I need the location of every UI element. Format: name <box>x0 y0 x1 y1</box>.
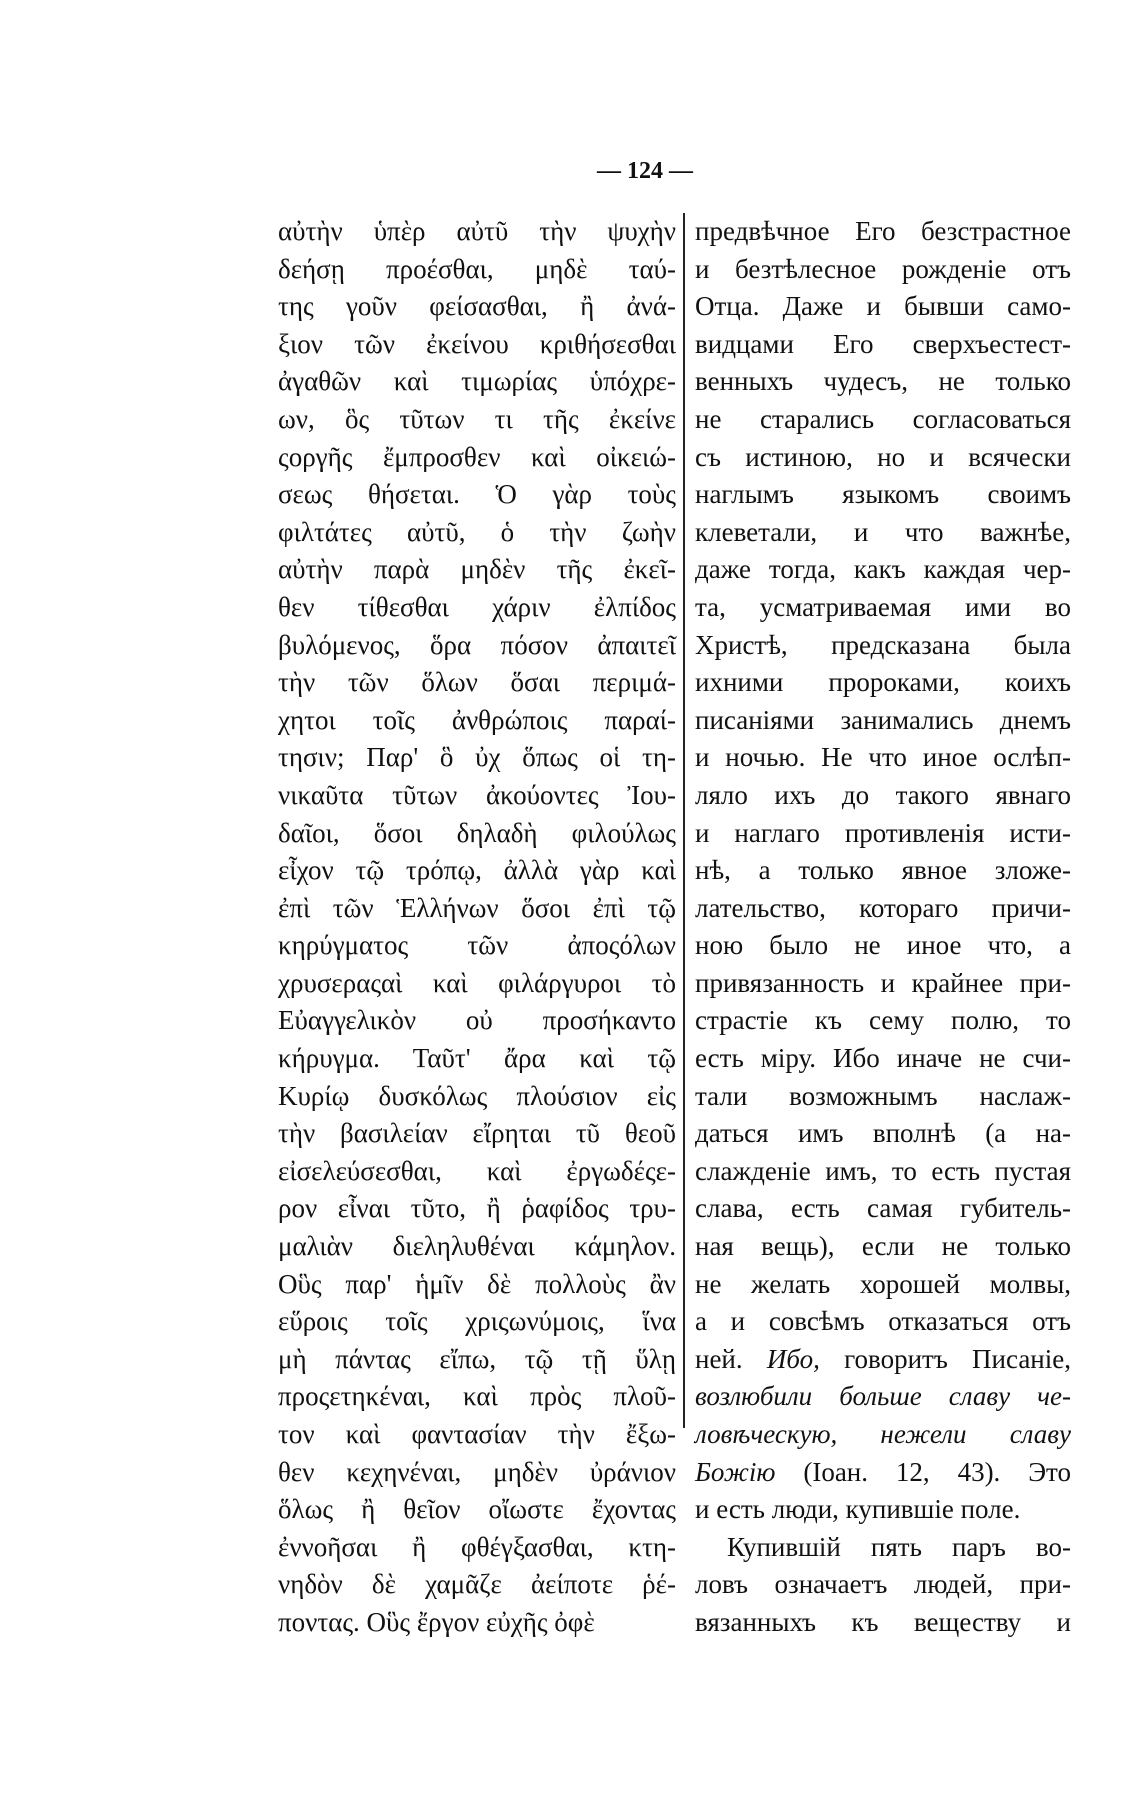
page-number: — 124 — <box>597 158 693 184</box>
text-line: привязанность и крайнее при- <box>695 967 1071 998</box>
text-line: μαλιὰν διεληλυθέναι κάμηλον. <box>278 1231 676 1262</box>
text-line: предвѣчное Его безстрастное <box>695 216 1071 246</box>
text-line: ная вещь), если не только <box>695 1231 1071 1262</box>
text-segment: говоритъ Писаніе, <box>819 1343 1071 1374</box>
text-line: ξιον τῶν ἐκείνου κριθήσεσθαι <box>278 328 676 359</box>
text-line: ἐπὶ τῶν Ἑλλήνων ὅσοι ἐπὶ τῷ <box>278 892 676 923</box>
text-line: θεν κεχηνέναι, μηδὲν ὐράνιον <box>278 1456 676 1487</box>
paragraph-start-line: Купившій пять паръ во- <box>727 1531 1071 1562</box>
text-line: κήρυγμα. Ταῦτ' ἄρα καὶ τῷ <box>278 1043 676 1074</box>
text-segment: ней. <box>695 1343 767 1374</box>
text-line: ною было не иное что, а <box>695 930 1071 961</box>
text-line: ἀγαθῶν καὶ τιμωρίας ὑπόχρε- <box>278 366 676 397</box>
text-line: τησιν; Παρ' ὃ ὐχ ὅπως οἱ τη- <box>278 742 676 773</box>
text-line: не старались согласоваться <box>695 403 1071 434</box>
text-line: ποντας. Οὓς ἔργον εὐχῆς ὀφὲ <box>278 1606 595 1637</box>
text-line: νηδὸν δὲ χαμᾶζε ἀείποτε ῥέ- <box>278 1569 676 1600</box>
text-line: ων, ὃς τῦτων τι τῆς ἐκείνε <box>278 403 676 434</box>
text-line: и ночью. Не что иное ослѣп- <box>695 742 1071 773</box>
text-line: αὐτὴν ὑπὲρ αὐτῦ τὴν ψυχὴν <box>278 216 676 246</box>
text-line: προςετηκέναι, καὶ πρὸς πλοῦ- <box>278 1381 676 1412</box>
text-line: φιλτάτες αὐτῦ, ὁ τὴν ζωὴν <box>278 516 676 547</box>
text-line: слава, есть самая губитель- <box>695 1193 1071 1224</box>
column-divider <box>683 213 685 1428</box>
text-line: τὴν βασιλείαν εἴρηται τῦ θεοῦ <box>278 1118 676 1149</box>
text-line: та, усматриваемая ими во <box>695 591 1071 622</box>
greek-column <box>278 213 676 1642</box>
text-line: της γοῦν φείσασθαι, ἢ ἀνά- <box>278 291 676 322</box>
text-line: наглымъ языкомъ своимъ <box>695 479 1071 510</box>
italic-quote-line: ловѣческую, нежели славу <box>695 1419 1071 1449</box>
russian-column <box>695 213 1071 1642</box>
text-segment: (Іоан. 12, 43). Это <box>775 1456 1071 1487</box>
text-line: тали возможнымъ наслаж- <box>695 1080 1071 1111</box>
italic-quote-line: возлюбили больше славу че- <box>695 1381 1071 1412</box>
text-line: τον καὶ φαντασίαν τὴν ἔξω- <box>278 1419 676 1449</box>
text-line: есть міру. Ибо иначе не счи- <box>695 1043 1071 1074</box>
text-line: вязанныхъ къ веществу и <box>695 1606 1071 1637</box>
text-line: κηρύγματος τῶν ἀποςόλων <box>278 930 676 961</box>
text-line: ἐννοῆσαι ἢ φθέγξασθαι, κτη- <box>278 1531 676 1562</box>
text-line: писаніями занимались днемъ <box>695 704 1071 735</box>
text-line: θεν τίθεσθαι χάριν ἐλπίδος <box>278 591 676 622</box>
text-line: Κυρίῳ δυσκόλως πλούσιον εἰς <box>278 1080 676 1111</box>
text-line: ляло ихъ до такого явнаго <box>695 779 1071 810</box>
text-line: Εὐαγγελικὸν οὐ προσήκαντο <box>278 1005 676 1036</box>
text-line: εἶχον τῷ τρόπῳ, ἀλλὰ γὰρ καὶ <box>278 855 676 886</box>
text-line: εὕροις τοῖς χριςωνύμοις, ἵνα <box>278 1306 676 1337</box>
italic-text: Божію <box>695 1456 776 1487</box>
text-line <box>695 1454 1071 1492</box>
text-line: страстіе къ сему полю, то <box>695 1005 1071 1036</box>
text-line: и есть люди, купившіе поле. <box>695 1494 1021 1525</box>
text-line: χητοι τοῖς ἀνθρώποις παραί- <box>278 704 676 735</box>
text-line: τὴν τῶν ὅλων ὅσαι περιμά- <box>278 667 676 698</box>
text-line: Отца. Даже и бывши само- <box>695 291 1071 322</box>
text-line: ихними пророками, коихъ <box>695 667 1071 698</box>
text-line: χρυσεραςαὶ καὶ φιλάργυροι τὸ <box>278 967 676 998</box>
text-line: и наглаго противленія исти- <box>695 817 1071 848</box>
text-line: σεως θήσεται. Ὁ γὰρ τοὺς <box>278 479 676 510</box>
italic-text: Ибо, <box>766 1343 820 1374</box>
text-line: даже тогда, какъ каждая чер- <box>695 554 1071 585</box>
text-line <box>695 1341 1071 1379</box>
text-line: венныхъ чудесъ, не только <box>695 366 1071 397</box>
text-line: δαῖοι, ὅσοι δηλαδὴ φιλούλως <box>278 817 676 848</box>
text-line: εἰσελεύσεσθαι, καὶ ἐργωδέςε- <box>278 1155 676 1186</box>
text-line: δεήσῃ προέσθαι, μηδὲ ταύ- <box>278 253 676 284</box>
text-line: αὐτὴν παρὰ μηδὲν τῆς ἐκεῖ- <box>278 554 676 585</box>
text-line: нѣ, а только явное зложе- <box>695 855 1071 886</box>
text-line: ловъ означаетъ людей, при- <box>695 1569 1071 1600</box>
text-line: ὅλως ἢ θεῖον οἴωστε ἔχοντας <box>278 1494 676 1525</box>
text-line: Οὓς παρ' ἡμῖν δὲ πολλοὺς ἂν <box>278 1268 676 1299</box>
text-line: видцами Его сверхъестест- <box>695 328 1071 359</box>
text-line: и безтѣлесное рожденіе отъ <box>695 253 1071 284</box>
text-line: Христѣ, предсказана была <box>695 629 1071 660</box>
text-line: ςοργῆς ἔμπροσθεν καὶ οἰκειώ- <box>278 441 676 472</box>
text-line: даться имъ вполнѣ (а на- <box>695 1118 1071 1149</box>
text-line: слажденіе имъ, то есть пустая <box>695 1155 1071 1186</box>
text-line: νικαῦτα τῦτων ἀκούοντες Ἰου- <box>278 779 676 810</box>
text-line: μὴ πάντας εἴπω, τῷ τῇ ὕλῃ <box>278 1343 676 1374</box>
text-line: клеветали, и что важнѣе, <box>695 516 1071 547</box>
text-line: ρον εἶναι τῦτο, ἢ ῥαφίδος τρυ- <box>278 1193 676 1224</box>
text-line: βυλόμενος, ὅρα πόσον ἀπαιτεῖ <box>278 629 676 660</box>
text-line: лательство, котораго причи- <box>695 892 1071 923</box>
text-line: а и совсѣмъ отказаться отъ <box>695 1306 1071 1337</box>
text-line: не желать хорошей молвы, <box>695 1268 1071 1299</box>
text-line: съ истиною, но и всячески <box>695 441 1071 472</box>
